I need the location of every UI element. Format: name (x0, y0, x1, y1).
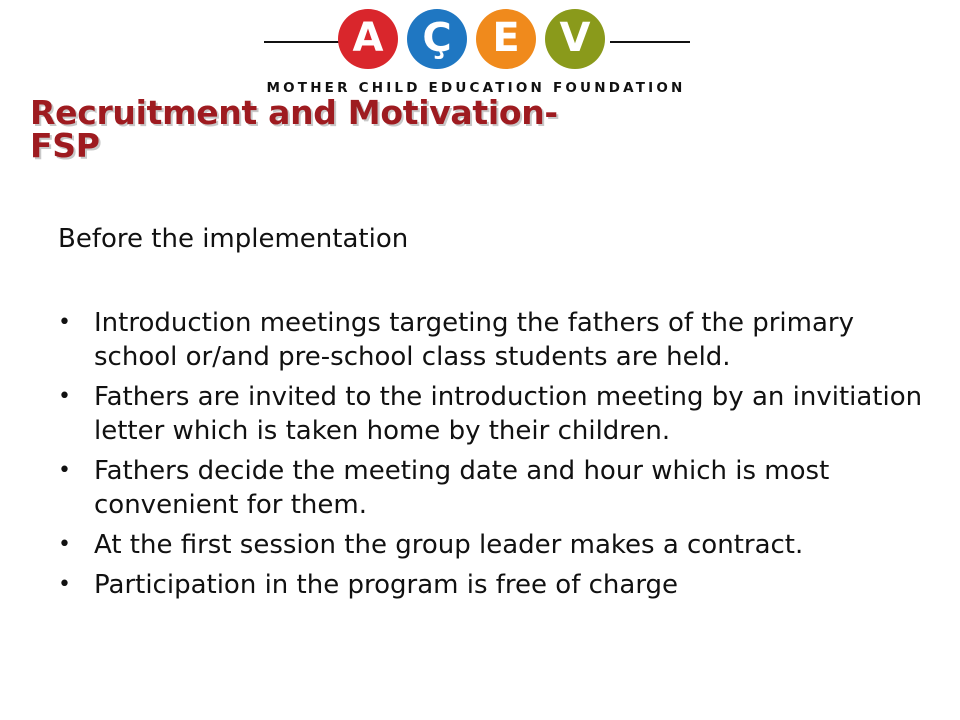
logo-line-right (610, 41, 690, 43)
logo-circle-v (545, 9, 605, 69)
bullet-icon: • (58, 310, 71, 335)
slide-title-line-2: FSP (30, 126, 100, 165)
logo-letter-a: A (352, 15, 384, 61)
list-item (58, 454, 938, 522)
list-item-text: Introduction meetings targeting the fathers of the primary school or/and pre-school class students are held. (94, 308, 854, 372)
slide-intro: Before the implementation (58, 224, 409, 254)
logo-tagline: MOTHER CHILD EDUCATION FOUNDATION (266, 80, 686, 96)
logo-line-left (264, 41, 344, 43)
acev-logo (258, 6, 694, 98)
logo-circle-a (338, 9, 398, 69)
slide-title (30, 93, 650, 165)
list-item-text: Fathers are invited to the introduction meeting by an invitiation letter which is taken home by their children. (94, 382, 923, 446)
bullet-icon: • (58, 384, 71, 409)
bullet-icon: • (58, 572, 71, 597)
logo-letter-v: V (559, 15, 591, 61)
logo-letter-c: Ç (422, 15, 452, 61)
logo-letter-e: E (492, 15, 520, 61)
list-item (58, 568, 938, 602)
list-item-text: Participation in the program is free of charge (94, 570, 679, 600)
list-item (58, 528, 938, 562)
bullet-list (58, 306, 938, 608)
list-item (58, 380, 938, 448)
list-item (58, 306, 938, 374)
logo-circle-e (476, 9, 536, 69)
list-item-text: Fathers decide the meeting date and hour which is most convenient for them. (94, 456, 830, 520)
slide-title-line-1: Recruitment and Motivation- (30, 93, 558, 132)
logo-circle-c (407, 9, 467, 69)
bullet-icon: • (58, 532, 71, 557)
list-item-text: At the first session the group leader makes a contract. (94, 530, 804, 560)
bullet-icon: • (58, 458, 71, 483)
